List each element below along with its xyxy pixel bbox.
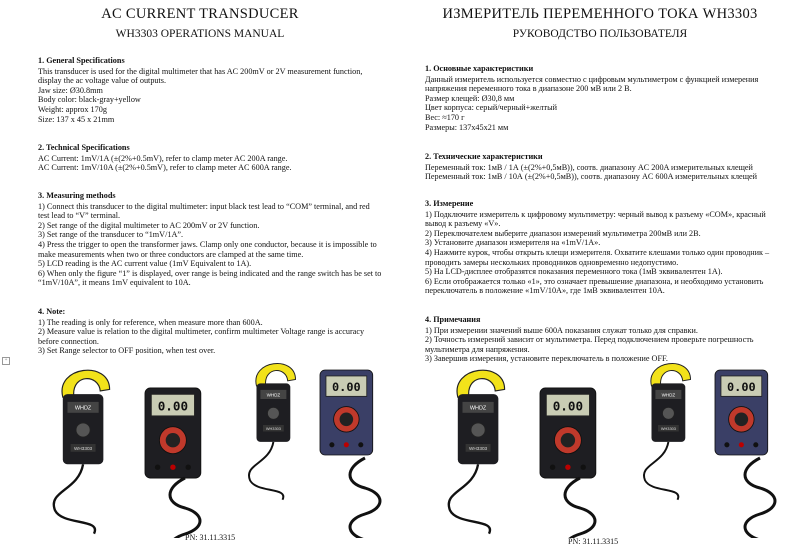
meter-knob (166, 433, 180, 447)
paragraph: Цвет корпуса: серый/черный+желтый (425, 103, 557, 113)
v-jack (739, 442, 744, 447)
clamp-transducer (249, 363, 296, 499)
clamp-brand: WHDZ (74, 405, 92, 412)
clamp-jaw (651, 363, 691, 386)
clamp-transducer (644, 363, 691, 499)
note-section (38, 307, 383, 356)
part-number: PN: 31.11.3315 (185, 533, 236, 542)
section-heading: 4. Примечания (425, 315, 481, 324)
clamp-transducer (54, 370, 110, 534)
note-section (425, 315, 785, 364)
paragraph: 2) Точность измерений зависит от мультиметра. Перед подключением проверьте погрешность мультиметра для напряжения. (425, 335, 754, 354)
section-heading: 1. General Specifications (38, 56, 125, 65)
meter-reading: 0.00 (157, 398, 189, 414)
range-switch (76, 423, 90, 437)
paragraph: 6) Если отображается только «1», это означает превышение диапазона, и необходимо установить переключатель в положение «1mV/10A», где 1мВ эквивалентен 10А. (425, 276, 764, 296)
test-lead-cable (565, 478, 595, 538)
digital-multimeter (540, 388, 596, 478)
paragraph: 6) When only the figure “1” is displayed, over range is being indicated and the range switch has be set to “1mV/10A”, it means 1mV equivalent to 10A. (38, 268, 382, 288)
range-switch (471, 423, 485, 437)
page-subtitle: РУКОВОДСТВО ПОЛЬЗОВАТЕЛЯ (512, 28, 688, 40)
page-subtitle: WH3303 OPERATIONS MANUAL (115, 28, 285, 40)
paragraph: Переменный ток: 1мВ / 1А (±(2%+0,5мВ)), соотв. диапазону AC 200A измерительных клещей (425, 162, 753, 172)
meter-knob (340, 413, 354, 427)
clamp-jaw (256, 363, 296, 386)
product-illustration (35, 358, 405, 538)
clamp-cable (644, 442, 678, 500)
clamp-model: WH3303 (74, 446, 93, 452)
paragraph: Body color: black-gray+yellow (38, 95, 141, 105)
russian-page (400, 0, 800, 551)
section-heading: 3. Measuring methods (38, 191, 116, 200)
product-photos (35, 358, 405, 538)
paragraph: 4) Press the trigger to open the transformer jaws. Clamp only one conductor, because it is impossible to make measurements when two or three conductors are clamped at the same time. (38, 239, 377, 259)
technical-specifications-section (425, 152, 785, 182)
paragraph: 1) Подключите измеритель к цифровому мультиметру: черный вывод к разъему «COM», красный вывод к разъему «V». (425, 209, 766, 229)
range-switch (268, 407, 280, 419)
part-number: PN: 31.11.3315 (568, 537, 619, 546)
paragraph: 1) The reading is only for reference, when measure more than 600A. (38, 317, 263, 327)
clamp-cable (249, 442, 283, 500)
clamp-transducer (449, 370, 505, 534)
com-jack (155, 465, 160, 470)
paragraph: Данный измеритель используется совместно с цифровым мультиметром с функцией измерения напряжения переменного тока в диапазоне 200 мВ или 2 В. (425, 74, 759, 94)
paragraph: 3) Установите диапазон измерителя на «1mV/1A». (425, 238, 601, 248)
v-jack (170, 465, 175, 470)
test-lead-cable (745, 458, 775, 538)
a-jack (186, 465, 191, 470)
section-heading: 2. Technical Specifications (38, 143, 130, 152)
paragraph: 5) На LCD-дисплее отобразятся показания переменного тока (1мВ эквивалентен 1А). (425, 267, 723, 277)
v-jack (344, 442, 349, 447)
measuring-section (425, 199, 785, 296)
paragraph: 1) При измерении значений выше 600А показания служат только для справки. (425, 325, 698, 335)
digital-multimeter (715, 370, 768, 455)
section-heading: 4. Note: (38, 307, 66, 316)
clamp-brand: WHDZ (266, 392, 281, 398)
com-jack (724, 442, 729, 447)
paragraph: Size: 137 x 45 x 21mm (38, 114, 115, 124)
meter-reading: 0.00 (727, 380, 756, 395)
product-photos (430, 358, 800, 538)
clamp-brand: WHDZ (469, 405, 487, 412)
meter-knob (561, 433, 575, 447)
clamp-jaw (457, 370, 505, 397)
section-heading: 2. Технические характеристики (425, 152, 543, 161)
meter-reading: 0.00 (332, 380, 361, 395)
paragraph: 4) Нажмите курок, чтобы открыть клещи измерителя. Охватите клешами только один проводник – проводить замеры нескольких проводников одновременно недопустимо. (425, 247, 770, 267)
paragraph: Размеры: 137x45x21 мм (425, 122, 509, 132)
paragraph: 2) Measure value is relation to the digital multimeter, confirm multimeter Voltage range is accuracy before connection. (38, 327, 365, 346)
meter-knob (735, 413, 749, 427)
paragraph: 3) Set Range selector to OFF position, when test over. (38, 346, 216, 356)
paragraph: 3) Завершив измерения, установите переключатель в положение OFF. (425, 354, 668, 364)
clamp-model: WH3303 (660, 426, 676, 432)
paragraph: Jaw size: Ø30.8mm (38, 85, 103, 95)
clamp-cable (449, 464, 490, 533)
clamp-cable (54, 464, 95, 533)
digital-multimeter (320, 370, 373, 455)
general-specifications-section (38, 56, 383, 124)
paragraph: 3) Set range of the transducer to “1mV/1A”. (38, 230, 184, 240)
paragraph: 5) LCD reading is the AC current value (1mV Equivalent to 1A). (38, 259, 252, 269)
product-illustration (430, 358, 800, 538)
digital-multimeter (145, 388, 201, 478)
paragraph: AC Current: 1mV/1A (±(2%+0.5mV), refer to clamp meter AC 200A range. (38, 153, 288, 163)
section-heading: 3. Измерение (425, 199, 474, 208)
clamp-model: WH3303 (469, 446, 488, 452)
paragraph: 1) Connect this transducer to the digital multimeter: input black test lead to “COM” terminal, and red test lead to “V” terminal. (38, 201, 370, 221)
clamp-brand: WHDZ (661, 392, 676, 398)
paragraph: 2) Set range of the digital multimeter to AC 200mV or 2V function. (38, 220, 260, 230)
technical-specifications-section (38, 143, 383, 173)
paragraph: 2) Переключателем выберите диапазон измерений мультиметра 200мВ или 2В. (425, 228, 701, 238)
test-lead-cable (170, 478, 200, 538)
paragraph: Переменный ток: 1мВ / 10А (±(2%+0,5мВ)), соотв. диапазону AC 600A измерительных клещей (425, 172, 758, 182)
a-jack (753, 442, 758, 447)
anchor-marker: + (2, 357, 10, 365)
range-switch (663, 407, 675, 419)
v-jack (565, 465, 570, 470)
section-heading: 1. Основные характеристики (425, 64, 534, 73)
com-jack (550, 465, 555, 470)
clamp-model: WH3303 (265, 426, 281, 432)
test-lead-cable (350, 458, 380, 538)
a-jack (358, 442, 363, 447)
page-title: AC CURRENT TRANSDUCER (101, 6, 299, 22)
general-specifications-section (425, 64, 785, 132)
measuring-methods-section (38, 191, 383, 288)
paragraph: Weight: approx 170g (38, 104, 107, 114)
a-jack (581, 465, 586, 470)
com-jack (329, 442, 334, 447)
paragraph: Вес: ≈170 г (425, 112, 465, 122)
paragraph: AC Current: 1mV/10A (±(2%+0.5mV), refer to clamp meter AC 600A range. (38, 163, 292, 173)
paragraph: Размер клещей: Ø30,8 мм (425, 93, 515, 103)
page-title: ИЗМЕРИТЕЛЬ ПЕРЕМЕННОГО ТОКА WH3303 (442, 6, 758, 22)
clamp-jaw (62, 370, 110, 397)
paragraph: This transducer is used for the digital multimeter that has AC 200mV or 2V measurement function, display the ac voltage value of outputs. (38, 66, 363, 86)
meter-reading: 0.00 (552, 398, 584, 414)
